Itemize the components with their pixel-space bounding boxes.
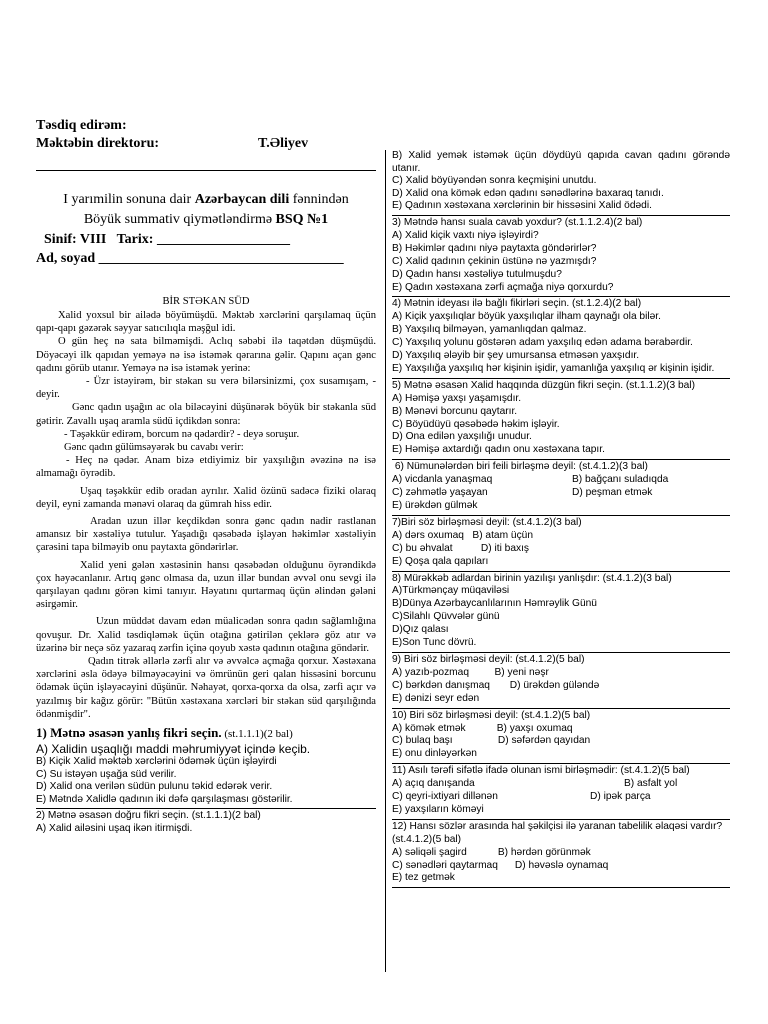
option[interactable]: B) bağçanı suladıqda [572,474,669,486]
question-8 [392,571,730,650]
exam-title [36,192,376,208]
option[interactable]: E) Qadın xəstəxana zərfi açmağa niyə qorxurdu? [392,281,614,293]
option[interactable]: A) Xalid ailəsini uşaq ikən itirmişdi. [36,823,193,835]
option[interactable]: A) vicdanla yanaşmaq [392,474,493,486]
option[interactable]: E) yaxşıların köməyi [392,803,484,815]
question-text: 8) Mürəkkəb adlardan birinin yazılışı yanlışdır: (st.4.1.2)(3 bal) [392,572,672,584]
subtitle-code: BSQ №1 [275,212,329,227]
story-paragraph: - Üzr istəyirəm, bir stəkan su verə bilərsinizmi, çox susamışam, - deyir. [36,376,376,401]
option[interactable]: D)Qız qalası [392,624,449,636]
title-subject: Azərbaycan dili [194,192,290,207]
option[interactable]: E) Qoşa qala qapıları [392,555,489,567]
question-text: 5) Mətnə əsasən Xalid haqqında düzgün fikri seçin. (st.1.1.2)(3 bal) [392,379,695,391]
story-paragraph: Gənc qadın uşağın ac ola biləcəyini düşünərək böyük bir stəkanla süd gətirir. Zavallı uşaq aramla südü içdikdən sonra: [36,402,376,427]
class-date-line: Sinif: VIII Tarix: ___________________ [44,232,290,247]
option[interactable]: C) Böyüdüyü qəsəbədə həkim işləyir. [392,418,560,430]
option[interactable]: B)Dünya Azərbaycanlılarının Həmrəylik Günü [392,598,597,610]
question-3 [392,215,730,294]
question-text: 9) Biri söz birləşməsi deyil: (st.4.1.2)(5 bal) [392,653,585,665]
option[interactable]: C)Silahlı Qüvvələr günü [392,611,500,623]
option[interactable]: B) Xalid yemək istəmək üçün döydüyü qapıda cavan qadını görəndə utanır. [392,150,730,174]
option[interactable]: E) dənizi seyr edən [392,692,480,704]
story-paragraph: Uşaq təşəkkür edib oradan ayrılır. Xalid özünü sadəcə fiziki olaraq deyil, eyni zamanda mənəvi olaraq da gümrah hiss edir. [36,485,376,510]
option-row [392,778,730,791]
question-text: 3) Mətndə hansı suala cavab yoxdur? (st.1.1.2.4)(2 bal) [392,216,643,228]
option[interactable]: B) Kiçik Xalid məktəb xərclərini ödəmək üçün işləyirdi [36,756,277,768]
question-2-text: 2) Mətnə əsasən doğru fikri seçin. (st.1.1.1)(2 bal) [36,810,261,822]
option[interactable]: B) Həkimlər qadını niyə paytaxta göndərirlər? [392,242,597,254]
option[interactable]: D) ipək parça [590,791,651,803]
option[interactable]: D) Yaxşılıq ələyib bir şey umursansa etməsən yaxşıdır. [392,350,640,362]
option[interactable]: D) Xalid ona kömək edən qadını sənədlərinə baxaraq tanıdı. [392,187,664,199]
right-column [392,150,730,888]
left-column [36,296,376,836]
option[interactable]: D) Xalid ona verilən südün pulunu təkid edərək verir. [36,781,273,793]
question-1 [36,725,376,806]
option[interactable]: E) Qadının xəstəxana xərclərinin bir hissəsini Xalid ödədi. [392,200,652,212]
question-4 [392,296,730,375]
option[interactable]: A)Türkmənçay müqaviləsi [392,585,510,597]
question-text: 7)Biri söz birləşməsi deyil: (st.4.1.2)(3 bal) [392,516,582,528]
option[interactable]: A) Həmişə yaxşı yaşamışdır. [392,392,522,404]
option[interactable]: E) onu dinləyərkən [392,748,477,760]
question-1-meta: (st.1.1.1)(2 bal) [221,728,293,741]
story-paragraph: Xalid yoxsul bir ailədə böyümüşdü. Məktəb xərclərini qarşılamaq üçün qapı-qapı gəzərək səyyar satıcılıqla məşğul idi. [36,310,376,335]
option[interactable]: A) yazıb-pozmaq B) yeni nəşr [392,666,549,678]
option[interactable]: E) ürəkdən gülmək [392,500,478,511]
option-row [392,791,730,804]
option[interactable]: E) tez getmək [392,872,455,884]
option-row [392,474,730,487]
story-paragraph: Gənc qadın gülümsəyərək bu cavabı verir: [64,442,244,454]
approve-label: Təsdiq edirəm: [36,118,127,133]
option[interactable]: D) Ona edilən yaxşılığı unudur. [392,431,532,443]
option-row [392,487,730,500]
option[interactable]: C) Yaxşılıq yolunu göstərən adam yaxşılıq edən adama bərabərdir. [392,337,693,349]
option[interactable]: C) bərkdən danışmaq D) ürəkdən güləndə [392,679,600,691]
column-divider [385,150,386,972]
question-5 [392,378,730,457]
question-text: 4) Mətnin ideyası ilə bağlı fikirləri seçin. (st.1.2.4)(2 bal) [392,298,642,310]
question-9 [392,652,730,706]
option[interactable]: D) Qadın hansı xəstəliyə tutulmuşdu? [392,268,562,280]
option[interactable]: A) Kiçik yaxşılıqlar böyük yaxşılıqlar ilham qaynağı ola bilər. [392,311,661,323]
title-suffix: fənnindən [289,192,349,207]
question-text: 6) Nümunələrdən biri feili birləşmə deyil: (st.4.1.2)(3 bal) [392,461,648,473]
story-paragraph: O gün heç nə sata bilməmişdi. Aclıq səbəbi ilə taqətdən düşmüşdü. Döyəcəyi ilk qapıdan yeməyə nə isə istəmək qərarına gəlir. Qapını açan gənc qadını görüb utanır. Yeməyə nə isə istəmək yerinə: [36,336,376,374]
option[interactable]: B) Yaxşılıq bilməyən, yamanlıqdan qalmaz. [392,324,587,336]
bottom-rule [392,887,730,888]
story-paragraph: - Heç nə qədər. Anam bizə etdiyimiz bir yaxşılığın əvəzinə nə isə almamağı öyrədib. [36,455,376,480]
subtitle-prefix: Böyük summativ qiymətləndirmə [83,212,276,227]
header-rule [36,170,376,171]
story-paragraph: - Təşəkkür edirəm, borcum nə qədərdir? - deyə soruşur. [64,428,300,440]
name-line: Ad, soyad ___________________________________ [36,251,344,266]
question-11 [392,763,730,817]
option[interactable]: C) bu əhvalat D) iti baxış [392,542,530,554]
question-6 [392,459,730,513]
option[interactable]: B) Mənəvi borcunu qaytarır. [392,405,518,417]
question-text: 12) Hansı sözlər arasında hal şəkilçisi ilə yaranan tabelilik əlaqəsi vardır? (st.4.1.2)(5 bal) [392,820,723,845]
question-text: 10) Biri söz birləşməsi deyil: (st.4.1.2)(5 bal) [392,709,591,721]
option[interactable]: E) Həmişə axtardığı qadın onu xəstəxana tapır. [392,444,605,456]
question-2 [36,808,376,835]
option[interactable]: E) Yaxşılığa yaxşılıq hər kişinin işidir, yamanlığa yaxşılıq ər kişinin işidir. [392,362,715,374]
story-paragraph: Uzun müddət davam edən müalicədən sonra qadın sağlamlığına qovuşur. Dr. Xalid təsdiqləmək üçün otağına gətirilən çeklərə göz atır və üzərinə bir neçə söz yazaraq zərfin içinə qoyub xəstə qadının otağına göndərir. [36,616,376,654]
question-10 [392,708,730,762]
option[interactable]: E) Mətndə Xalidlə qadının iki dəfə qarşılaşması göstərilir. [36,793,293,805]
question-7 [392,515,730,569]
option[interactable]: A) səliqəli şagird B) hərdən görünmək [392,846,591,858]
question-2-continued [392,150,730,213]
option[interactable]: D) peşman etmək [572,487,653,499]
question-1-text: 1) Mətnə əsasən yanlış fikri seçin. [36,725,222,741]
title-prefix: I yarımilin sonuna dair [63,192,195,207]
story-paragraph: Aradan uzun illər keçdikdən sonra gənc qadın nadir rastlanan amansız bir xəstəliyə tutulur. Yaşadığı qəsəbədə işləyən həkimlər xəstəliyin çarəsini tapa bilməyib onu paytaxta göndərirlər. [36,516,376,554]
option[interactable]: A) Xalid kiçik vaxtı niyə işləyirdi? [392,229,539,241]
question-text: 11) Asılı tərəfi sifətlə ifadə olunan ismi birləşmədir: (st.4.1.2)(5 bal) [392,765,690,777]
option[interactable]: A) Xalidin uşaqlığı maddi məhrumiyyət içində keçib. [36,742,311,757]
director-label: Məktəbin direktoru: [36,136,160,151]
option[interactable]: B) asfalt yol [624,778,678,790]
option[interactable]: C) bulaq başı D) səfərdən qayıdan [392,735,591,747]
story-paragraph: Xalid yeni gələn xəstəsinin hansı qəsəbədən olduğunu öyrəndikdə çox həyəcanlanır. Artıq gənc olmasa da, uzun illər bundan əvvəl onu sevgi ilə qarşılayan qadını görən kimi tanıyır. Həyatını qurtarmaq üçün əlindən gələni əsirgəmir. [36,559,376,611]
option[interactable]: A) kömək etmək B) yaxşı oxumaq [392,722,573,734]
option[interactable]: C) Xalid qadının çekinin üstünə nə yazmışdı? [392,255,597,267]
option[interactable]: A) açıq danışanda [392,778,475,790]
director-name: T.Əliyev [258,136,309,151]
option[interactable]: C) zəhmətlə yaşayan [392,487,488,499]
story-title: BİR STƏKAN SÜD [162,296,250,307]
exam-subtitle [36,212,376,228]
question-1-title [36,725,376,742]
option[interactable]: A) dərs oxumaq B) atam üçün [392,529,533,541]
option[interactable]: C) qeyri-ixtiyari dillənən [392,791,498,803]
option[interactable]: C) Xalid böyüyəndən sonra keçmişini unutdu. [392,175,597,187]
story-paragraph: Qadın titrək əllərlə zərfi alır və əvvəlcə açmağa qorxur. Xəstəxana xərclərini əsla ödəyə bilməyəcəyini və ömrünün geri qalan hissəsini borcunu ödəmək üçün işləyəcəyini düşünür. Nəhayət, qorxa-qorxa da olsa, zərfi açır və yazılmış bir kağız görür: "Bütün xəstəxana xərcləri bir stəkan süd qarşılığında ödənmişdir". [36,656,376,720]
option[interactable]: E)Son Tunc dövrü. [392,637,477,649]
question-12 [392,819,730,886]
option[interactable]: C) Su istəyən uşağa süd verilir. [36,768,177,780]
option[interactable]: C) sənədləri qaytarmaq D) həvəslə oynamaq [392,859,609,871]
